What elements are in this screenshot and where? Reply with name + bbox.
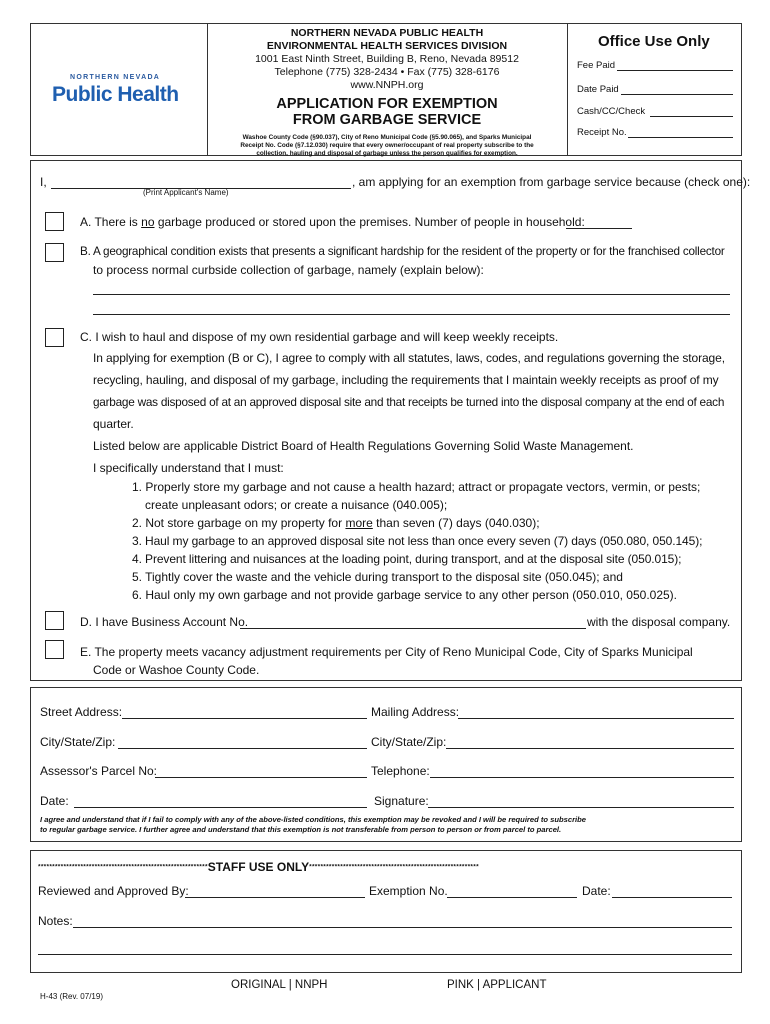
option-c-para-2: recycling, hauling, and disposal of my garbage, including the requirements that I maintain weekly receipts as proof of my [93,373,719,387]
city-state-zip-field[interactable] [118,748,367,749]
print-name-label: (Print Applicant's Name) [143,188,229,197]
signature-field[interactable] [428,807,734,808]
option-c-para-3: garbage was disposed of at an approved disposal site and that receipts be turned into the disposal company at the end of each [93,395,725,409]
mailing-address-field[interactable] [458,718,734,719]
staff-header [38,858,738,872]
org-website: www.NNPH.org [350,79,424,91]
date-label: Date: [40,794,69,808]
option-b-line1: B. A geographical condition exists that presents a significant hardship for the resident of the property or for the franchised collector [80,245,725,258]
org-line2: ENVIRONMENTAL HEALTH SERVICES DIVISION [266,40,508,52]
org-line1: NORTHERN NEVADA PUBLIC HEALTH [290,27,484,39]
checkbox-option-c[interactable] [45,328,64,347]
rule-1b: create unpleasant odors; or create a nuisance (040.005); [145,498,448,512]
rule-6: 6. Haul only my own garbage and not provide garbage service to any other person (050.010, 050.025). [132,588,678,602]
exemption-label: Exemption No. [369,884,448,898]
reviewed-label: Reviewed and Approved By: [38,884,189,898]
logo [48,74,188,114]
stars-left: ************************************************************ [38,863,208,871]
signature-label: Signature: [374,794,429,808]
footer-original: ORIGINAL | NNPH [231,979,328,991]
street-address-field[interactable] [122,718,367,719]
mailing-address-label: Mailing Address: [371,705,460,719]
office-use-title: Office Use Only [598,33,710,50]
option-d-suffix: with the disposal company. [587,615,731,629]
rule-4: 4. Prevent littering and nuisances at the loading point, during transport, and at the disposal site (050.015); [132,552,682,566]
option-e-line2: Code or Washoe County Code. [93,663,260,677]
rule-5: 5. Tightly cover the waste and the vehicle during transport to the disposal site (050.045); and [132,570,623,584]
option-c-para-6: I specifically understand that I must: [93,461,284,475]
notes-label: Notes: [38,914,73,928]
date-paid-label: Date Paid [577,84,619,95]
checkbox-option-b[interactable] [45,243,64,262]
date-field[interactable] [74,807,367,808]
option-a-text: A. There is no garbage produced or stored upon the premises. Number of people in household: [80,215,585,229]
option-d-prefix: D. I have Business Account No. [80,615,249,629]
notes-line-2[interactable] [38,954,732,955]
checkbox-option-a[interactable] [45,212,64,231]
city-state-zip-label: City/State/Zip: [40,735,116,749]
rule-2: 2. Not store garbage on my property for more than seven (7) days (040.030); [132,516,540,530]
option-c-para-4: quarter. [93,417,134,431]
cash-label: Cash/CC/Check [577,106,646,117]
household-count-field[interactable] [566,228,632,229]
option-c-text: C. I wish to haul and dispose of my own residential garbage and will keep weekly receipts. [80,330,559,344]
option-c-para-1: In applying for exemption (B or C), I agree to comply with all statutes, laws, codes, and regulations governing the storage, [93,351,725,365]
checkbox-option-e[interactable] [45,640,64,659]
code-line2: Receipt No. Code (§7.12.030) require that every owner/occupant of real property subscribe to the [240,142,534,149]
reviewed-field[interactable] [185,897,365,898]
cash-field[interactable] [650,116,733,117]
fee-paid-field[interactable] [617,70,733,71]
rule-3: 3. Haul my garbage to an approved disposal site not less than once every seven (7) days (050.080, 050.145); [132,534,703,548]
form-title-line1: APPLICATION FOR EXEMPTION [276,96,498,112]
receipt-label: Receipt No. [577,127,627,138]
logo-main-text: Public Health [52,83,179,106]
explain-line-2[interactable] [93,314,730,315]
org-phone: Telephone (775) 328-2434 • Fax (775) 328-6176 [274,66,500,78]
option-e-line1: E. The property meets vacancy adjustment requirements per City of Reno Municipal Code, City of Sparks Municipal [80,645,693,659]
staff-use-title: STAFF USE ONLY [207,859,310,872]
staff-date-label: Date: [582,884,611,898]
option-b-line2: to process normal curbside collection of garbage, namely (explain below): [93,263,484,277]
notes-line-1[interactable] [73,927,732,928]
receipt-field[interactable] [628,137,733,138]
footer-pink: PINK | APPLICANT [447,979,547,991]
fee-paid-label: Fee Paid [577,60,616,71]
mailing-city-state-zip-field[interactable] [446,748,734,749]
header-divider-right [567,23,568,156]
applicant-prefix: I, [40,175,47,189]
stars-right: ************************************************************ [309,863,479,871]
parcel-field[interactable] [155,777,367,778]
option-c-para-5: Listed below are applicable District Board of Health Regulations Governing Solid Waste Management. [93,439,634,453]
code-line1: Washoe County Code (§90.037), City of Reno Municipal Code (§5.90.065), and Sparks Municipal [242,134,532,141]
org-address: 1001 East Ninth Street, Building B, Reno, Nevada 89512 [255,53,519,65]
mailing-city-state-zip-label: City/State/Zip: [371,735,447,749]
date-paid-field[interactable] [621,94,733,95]
checkbox-option-d[interactable] [45,611,64,630]
main-box [30,160,742,681]
header-center [208,27,566,158]
business-account-field[interactable] [240,628,586,629]
street-address-label: Street Address: [40,705,123,719]
explain-line-1[interactable] [93,294,730,295]
parcel-label: Assessor's Parcel No: [40,764,157,778]
agreement-line2: to regular garbage service. I further agree and understand that this exemption is not transferable from person to person or from parcel to parcel. [40,825,562,834]
applicant-suffix: , am applying for an exemption from garbage service because (check one): [352,175,751,189]
staff-date-field[interactable] [612,897,732,898]
code-line3: collection, hauling and disposal of garbage unless the person qualifies for exemption. [256,150,518,157]
logo-small-text: NORTHERN NEVADA [70,74,161,81]
form-title-line2: FROM GARBAGE SERVICE [292,112,482,128]
telephone-field[interactable] [430,777,734,778]
exemption-field[interactable] [447,897,577,898]
agreement-line1: I agree and understand that if I fail to comply with any of the above-listed conditions, this exemption may be revoked and I will be required to subscribe [40,815,587,824]
form-number: H-43 (Rev. 07/19) [40,992,103,1001]
telephone-label: Telephone: [371,764,430,778]
rule-1a: 1. Properly store my garbage and not cause a health hazard; attract or propagate vectors, vermin, or pests; [132,480,701,494]
